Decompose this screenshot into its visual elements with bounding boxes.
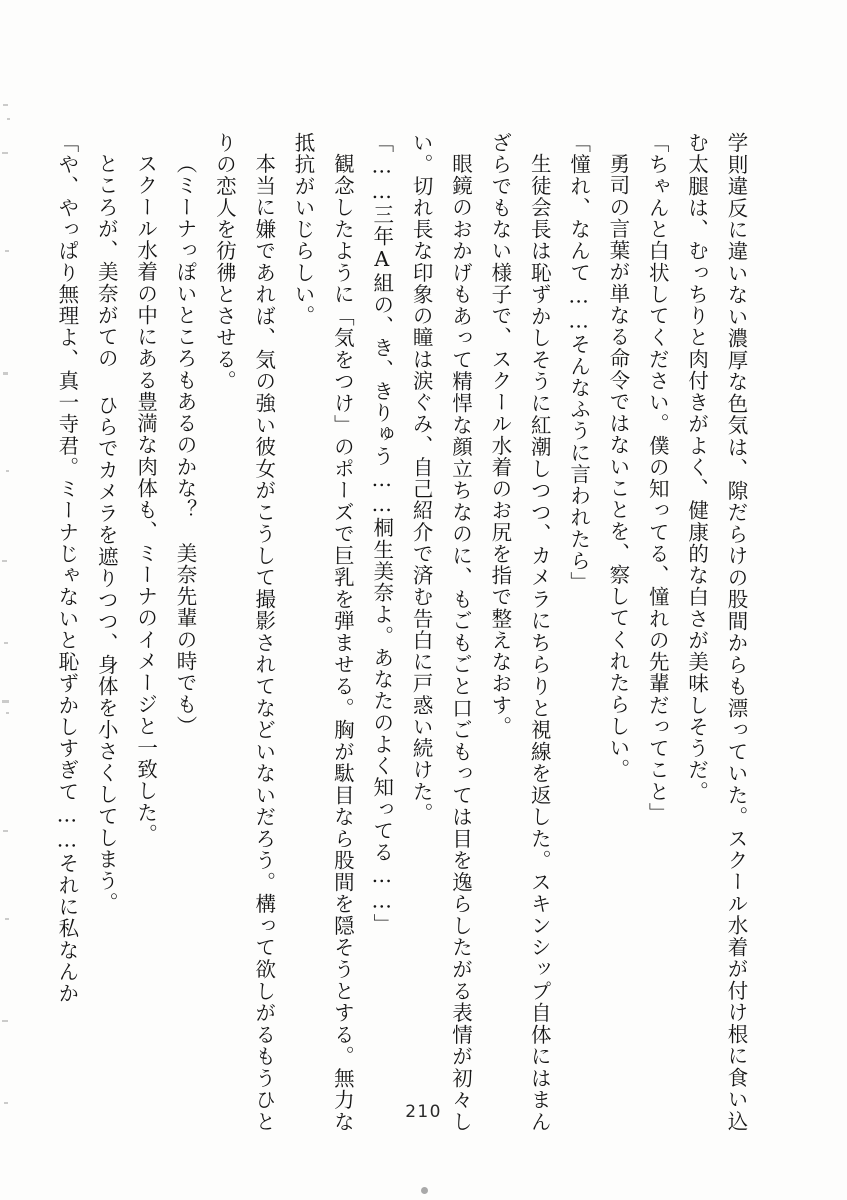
scan-speck	[7, 118, 10, 120]
scan-speck	[5, 918, 9, 920]
scan-speck	[4, 1102, 8, 1104]
scan-speck	[2, 700, 9, 703]
paragraph: 観念したように「気をつけ」のポーズで巨乳を弾ませる。胸が駄目なら股間を隠そうとする。無力な抵抗がいじらしい。	[291, 132, 355, 1132]
paragraph: 眼鏡のおかげもあって精悍な顔立ちなのに、もごもごと口ごもっては目を逸らしたがる表情が初々しい。切れ長な印象の瞳は涙ぐみ、自己紹介で済む告白に戸惑い続けた。	[409, 132, 473, 1132]
scan-speck	[5, 250, 9, 252]
scan-speck	[2, 1020, 8, 1022]
scan-edge-artifacts	[0, 0, 18, 1200]
paragraph: 勇司の言葉が単なる命令ではないことを、察してくれたらしい。	[605, 152, 630, 780]
page-number: 210	[405, 1102, 442, 1122]
paragraph: （ミーナっぽいところもあるのかな？ 美奈先輩の時でも）	[172, 152, 197, 737]
page-text-frame	[40, 36, 807, 1164]
paragraph: 「……三年A組の、き、きりゅう……桐生美奈よ。あなたのよく知ってる……」	[369, 132, 394, 936]
scan-speck	[2, 560, 7, 562]
scan-speck	[4, 642, 8, 644]
paragraph: スクール水着の中にある豊満な肉体も、ミーナのイメージと一致した。	[133, 152, 158, 845]
binding-mark	[421, 1187, 428, 1194]
scan-speck	[6, 712, 9, 714]
paragraph: 「ちゃんと白状してください。僕の知ってる、憧れの先輩だってこと」	[645, 132, 670, 825]
paragraph: 本当に嫌であれば、気の強い彼女がこうして撮影されてなどいないだろう。構って欲しがるもうひとりの恋人を彷彿とさせる。	[212, 132, 276, 1132]
scan-speck	[3, 372, 8, 375]
paragraph: 「憧れ、なんて……そんなふうに言われたら」	[566, 132, 591, 594]
paragraph: 生徒会長は恥ずかしそうに紅潮しつつ、カメラにちらりと視線を返した。スキンシップ自体にはまんざらでもない様子で、スクール水着のお尻を指で整えなおす。	[487, 132, 552, 1132]
paragraph: 「や、やっぱり無理よ、真一寺君。ミーナじゃないと恥ずかしすぎて……それに私なんか	[54, 132, 79, 1005]
scan-speck	[3, 104, 8, 106]
paragraph: ところが、美奈がての ひらでカメラを遮りつつ、身体を小さくしてしまう。	[94, 152, 119, 913]
scan-speck	[2, 152, 8, 154]
vertical-body-text	[55, 132, 755, 1132]
scan-speck	[3, 830, 8, 832]
paragraph: 学則違反に違いない濃厚な色気は、隙だらけの股間からも漂っていた。スクール水着が付け根に食い込む太腿は、むっちりと肉付きがよく、健康的な白さが美味しそうだ。	[684, 132, 748, 1132]
scan-speck	[6, 470, 9, 472]
